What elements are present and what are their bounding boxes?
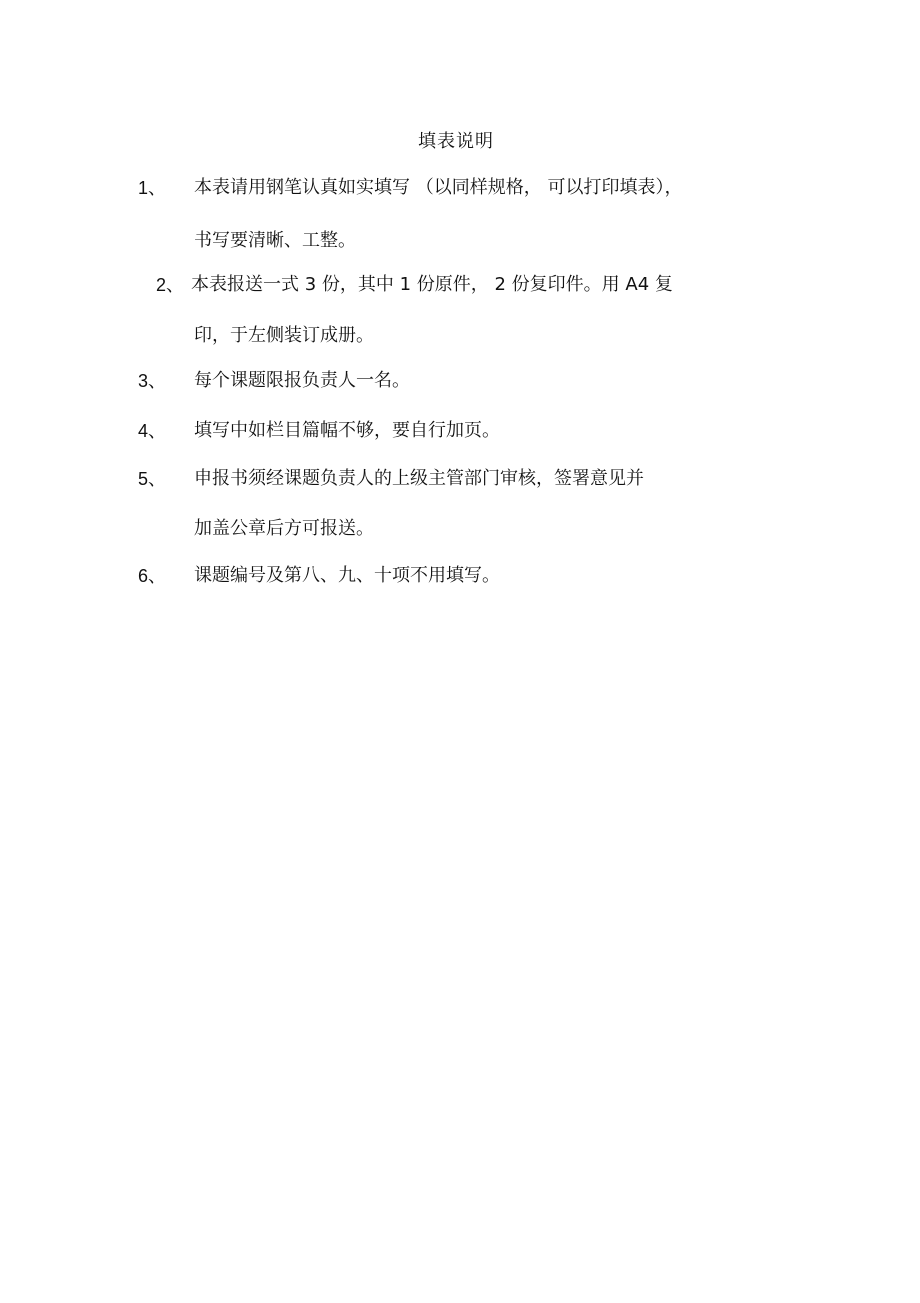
item-6-line-1: 课题编号及第八、九、十项不用填写。 [194,565,500,586]
item-4-line-1: 填写中如栏目篇幅不够，要自行加页。 [194,420,500,441]
item-2-line-2: 印，于左侧装订成册。 [194,325,374,346]
item-1-line-2: 书写要清晰、工整。 [194,230,356,251]
item-1-number: 1、 [138,178,167,198]
item-6-number: 6、 [138,566,167,586]
item-2-line-1: 本表报送一式 3 份，其中 1 份原件， 2 份复印件。用 A4 复 [191,274,673,295]
item-2-number: 2、 [156,275,185,295]
item-5-number: 5、 [138,469,167,489]
item-5-line-1: 申报书须经课题负责人的上级主管部门审核，签署意见并 [194,468,644,489]
item-1-line-1: 本表请用钢笔认真如实填写 （以同样规格， 可以打印填表）， [194,177,683,198]
item-4-number: 4、 [138,421,167,441]
item-3-number: 3、 [138,371,167,391]
item-5-line-2: 加盖公章后方可报送。 [194,518,374,539]
item-3-line-1: 每个课题限报负责人一名。 [194,370,410,391]
page-title: 填表说明 [418,131,494,152]
